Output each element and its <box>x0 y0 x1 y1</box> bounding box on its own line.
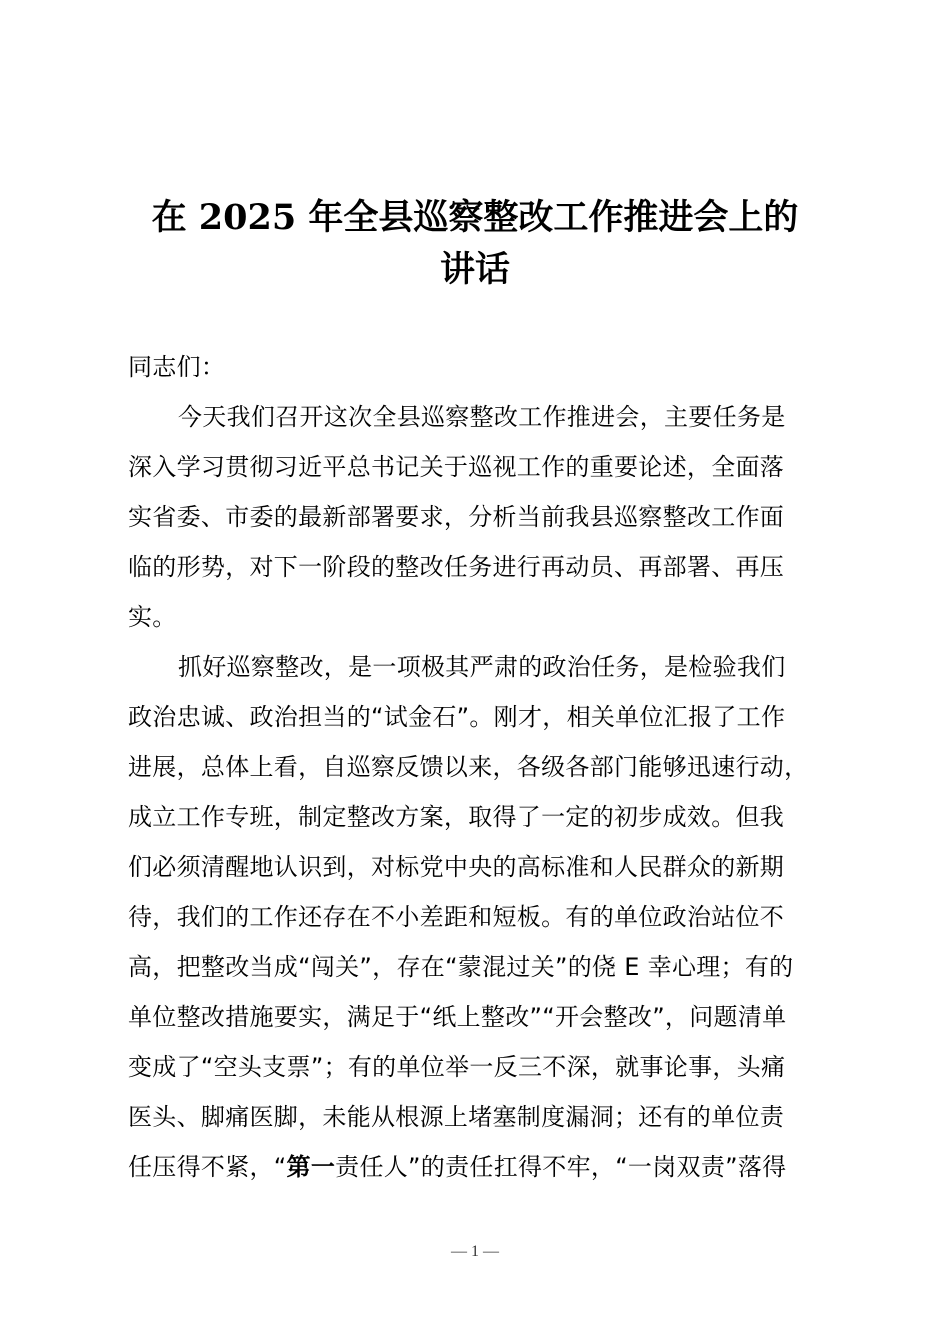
line-segment: 责任人”的责任扛得不牢，“一岗双责”落得 <box>335 1153 787 1181</box>
line-segment: 任压得不紧，“ <box>128 1153 287 1181</box>
paragraph-line: 进展，总体上看，自巡察反馈以来，各级各部门能够迅速行动， <box>128 753 809 781</box>
paragraph-line: 今天我们召开这次全县巡察整改工作推进会，主要任务是 <box>178 403 786 431</box>
document-title-line-1: 在 2025 年全县巡察整改工作推进会上的 <box>151 197 799 238</box>
paragraph-line: 待，我们的工作还存在不小差距和短板。有的单位政治站位不 <box>128 903 785 931</box>
paragraph-line: 实省委、市委的最新部署要求，分析当前我县巡察整改工作面 <box>128 503 785 531</box>
document-body <box>128 342 828 1192</box>
page-number: — 1 — <box>451 1243 499 1260</box>
paragraph-line: 临的形势，对下一阶段的整改任务进行再动员、再部署、再压 <box>128 553 785 581</box>
paragraph-line: 单位整改措施要实，满足于“纸上整改”“开会整改”，问题清单 <box>128 1003 787 1031</box>
paragraph-line: 变成了“空头支票”；有的单位举一反三不深，就事论事，头痛 <box>128 1053 786 1081</box>
document-title-line-2: 讲话 <box>439 249 510 290</box>
salutation: 同志们： <box>128 353 226 381</box>
bold-text: 第一 <box>286 1153 336 1181</box>
paragraph-line: 成立工作专班，制定整改方案，取得了一定的初步成效。但我 <box>128 803 785 831</box>
paragraph-line: 深入学习贯彻习近平总书记关于巡视工作的重要论述，全面落 <box>128 453 785 481</box>
paragraph-line: 抓好巡察整改，是一项极其严肃的政治任务，是检验我们 <box>178 653 786 681</box>
paragraph-line <box>128 1142 828 1192</box>
paragraph-line: 实。 <box>128 603 177 631</box>
paragraph-line: 高，把整改当成“闯关”，存在“蒙混过关”的侥 E 幸心理；有的 <box>128 953 794 981</box>
paragraph-line: 政治忠诚、政治担当的“试金石”。刚才，相关单位汇报了工作 <box>128 703 786 731</box>
paragraph-line: 医头、脚痛医脚，未能从根源上堵塞制度漏洞；还有的单位责 <box>128 1103 785 1131</box>
paragraph-line: 们必须清醒地认识到，对标党中央的高标准和人民群众的新期 <box>128 853 785 881</box>
